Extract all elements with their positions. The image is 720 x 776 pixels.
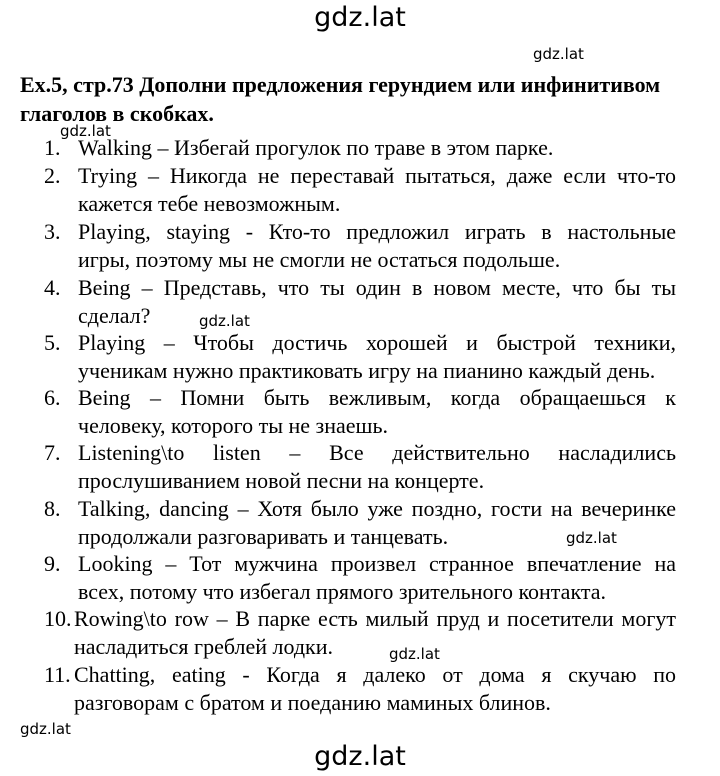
item-text: Looking – Тот мужчина произвел странное впечатление на: [78, 551, 676, 576]
item-number: 3.: [44, 219, 61, 244]
item-number: 1.: [44, 135, 61, 160]
item-number: 8.: [44, 496, 61, 521]
list-item: [44, 550, 676, 606]
watermark: gdz.lat: [389, 645, 440, 663]
watermark-top: gdz.lat: [314, 2, 406, 33]
item-text: Talking, dancing – Хотя было уже поздно, гости на вечеринке: [78, 496, 676, 521]
item-text: Rowing\to row – В парке есть милый пруд и посетители могут: [74, 606, 676, 631]
exercise-title: Ex.5, стр.73 Дополни предложения герундием или инфинитивом глаголов в скобках.: [20, 72, 661, 126]
item-text-cont: кажется тебе невозможным.: [78, 191, 341, 216]
item-text-cont: игры, поэтому мы не смогли не остаться подольше.: [78, 247, 561, 272]
item-text-cont: ученикам нужно практиковать игру на пианино каждый день.: [78, 358, 656, 383]
item-text: Being – Помни быть вежливым, когда обращаешься к: [78, 385, 676, 410]
list-item: [44, 661, 676, 717]
item-number: 11.: [44, 662, 71, 687]
item-text: Being – Представь, что ты один в новом месте, что бы ты: [78, 275, 676, 300]
item-text-cont: человеку, которого ты не знаешь.: [78, 413, 388, 438]
watermark-bottom: gdz.lat: [314, 741, 406, 772]
item-text-cont: разговорам с братом и поеданию маминых блинов.: [74, 690, 551, 715]
watermark: gdz.lat: [199, 312, 250, 330]
list-item: [44, 218, 676, 274]
list-item: [44, 384, 676, 440]
item-number: 10.: [44, 606, 72, 631]
item-text: Playing – Чтобы достичь хорошей и быстрой техники,: [78, 330, 676, 355]
item-number: 5.: [44, 330, 61, 355]
item-number: 7.: [44, 440, 61, 465]
list-item: [44, 495, 676, 551]
watermark: gdz.lat: [566, 529, 617, 547]
watermark: gdz.lat: [60, 122, 111, 140]
item-text: Listening\to listen – Все действительно насладились: [78, 440, 676, 465]
item-text: Chatting, eating - Когда я далеко от дома я скучаю по: [74, 662, 676, 687]
list-item: [44, 134, 676, 162]
list-item: [44, 329, 676, 385]
item-text-cont: прослушиванием новой песни на концерте.: [78, 468, 485, 493]
item-number: 2.: [44, 163, 61, 188]
list-item: [44, 274, 676, 330]
item-text-cont: продолжали разговаривать и танцевать.: [78, 524, 449, 549]
list-item: [44, 162, 676, 218]
list-item: [44, 605, 676, 661]
item-text-cont: сделал?: [78, 303, 151, 328]
item-number: 4.: [44, 275, 61, 300]
item-number: 6.: [44, 385, 61, 410]
item-text: Walking – Избегай прогулок по траве в этом парке.: [78, 135, 554, 160]
item-text: Playing, staying - Кто-то предложил играть в настольные: [78, 219, 676, 244]
item-number: 9.: [44, 551, 61, 576]
watermark: gdz.lat: [20, 720, 71, 738]
list-item: [44, 439, 676, 495]
item-text-cont: насладиться греблей лодки.: [74, 634, 333, 659]
watermark: gdz.lat: [533, 45, 584, 63]
item-text: Trying – Никогда не переставай пытаться, даже если что-то: [78, 163, 676, 188]
item-text-cont: всех, потому что избегал прямого зрительного контакта.: [78, 579, 606, 604]
